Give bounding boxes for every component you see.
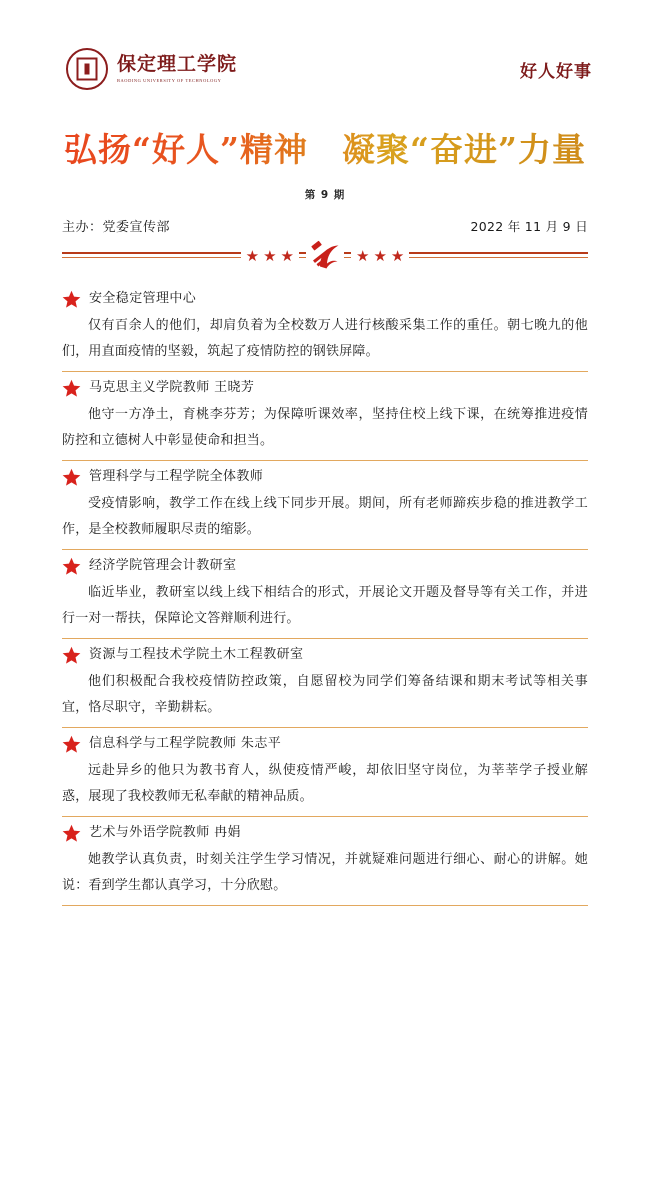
entry-header — [62, 735, 588, 754]
star-icon — [62, 646, 81, 665]
entry-title: 资源与工程技术学院土木工程教研室 — [89, 647, 304, 663]
logo-name-cn: 保定理工学院 — [117, 52, 238, 75]
entry-body: 他守一方净土，育桃李芬芳；为保障听课效率，坚持住校上线下课，在统筹推进疫情防控和立德树人中彰显使命和担当。 — [62, 407, 588, 448]
divider-emblem-group — [0, 239, 650, 273]
entry-body: 她教学认真负责，时刻关注学生学习情况，并就疑难问题进行细心、耐心的讲解。她说：看到学生都认真学习，十分欣慰。 — [62, 852, 588, 893]
publisher-label: 主办：党委宣传部 — [62, 220, 171, 235]
list-item — [62, 639, 588, 728]
university-seal-icon — [66, 48, 108, 90]
entry-body: 他们积极配合我校疫情防控政策，自愿留校为同学们筹备结课和期末考试等相关事宜，恪尽职守，辛勤耕耘。 — [62, 674, 588, 715]
list-item — [62, 817, 588, 906]
list-item — [62, 728, 588, 817]
byline-row — [0, 216, 650, 235]
list-item — [62, 283, 588, 372]
star-icon — [62, 468, 81, 487]
entry-title: 马克思主义学院教师 王晓芳 — [89, 380, 255, 396]
star-icon: ★ — [373, 246, 387, 265]
entry-header — [62, 468, 588, 487]
star-icon: ★ — [280, 246, 294, 265]
divider-stars-left — [241, 246, 299, 265]
entry-list — [0, 283, 650, 906]
publish-date: 2022 年 11 月 9 日 — [470, 218, 588, 234]
star-icon: ★ — [263, 246, 277, 265]
star-icon — [62, 557, 81, 576]
star-icon: ★ — [356, 246, 370, 265]
logo-name-en: BAODING UNIVERSITY OF TECHNOLOGY — [117, 77, 222, 83]
star-icon: ★ — [245, 246, 260, 265]
decorative-divider — [0, 243, 650, 273]
logo-text — [117, 52, 238, 83]
star-icon — [62, 824, 81, 843]
issue-number: 第 9 期 — [304, 189, 346, 201]
list-item — [62, 372, 588, 461]
entry-header — [62, 557, 588, 576]
list-item — [62, 461, 588, 550]
party-emblem-icon — [306, 239, 344, 273]
entry-header — [62, 824, 588, 843]
list-item — [62, 550, 588, 639]
page-title: 弘扬“好人”精神 凝聚“奋进”力量 — [64, 124, 586, 171]
star-icon — [62, 735, 81, 754]
star-icon — [62, 290, 81, 309]
divider-stars-right — [351, 246, 409, 265]
star-icon: ★ — [390, 246, 405, 265]
entry-header — [62, 646, 588, 665]
entry-body: 远赴异乡的他只为教书育人，纵使疫情严峻，却依旧坚守岗位，为莘莘学子授业解惑，展现了我校教师无私奉献的精神品质。 — [62, 763, 588, 804]
entry-body: 临近毕业，教研室以线上线下相结合的形式，开展论文开题及督导等有关工作，并进行一对一帮扶，保障论文答辩顺利进行。 — [62, 585, 588, 626]
title-block — [0, 124, 650, 202]
entry-title: 信息科学与工程学院教师 朱志平 — [89, 736, 282, 752]
entry-title: 艺术与外语学院教师 冉娟 — [89, 825, 241, 841]
masthead — [0, 0, 650, 90]
entry-header — [62, 290, 588, 309]
entry-body: 仅有百余人的他们，却肩负着为全校数万人进行核酸采集工作的重任。朝七晚九的他们，用直面疫情的坚毅，筑起了疫情防控的钢铁屏障。 — [62, 318, 588, 359]
entry-header — [62, 379, 588, 398]
university-logo — [66, 48, 237, 90]
star-icon — [62, 379, 81, 398]
entry-body: 受疫情影响，教学工作在线上线下同步开展。期间，所有老师蹄疾步稳的推进教学工作，是全校教师履职尽责的缩影。 — [62, 496, 588, 537]
masthead-tagline: 好人好事 — [520, 61, 592, 82]
entry-title: 安全稳定管理中心 — [89, 291, 197, 307]
entry-title: 经济学院管理会计教研室 — [89, 558, 237, 574]
entry-title: 管理科学与工程学院全体教师 — [89, 469, 264, 485]
